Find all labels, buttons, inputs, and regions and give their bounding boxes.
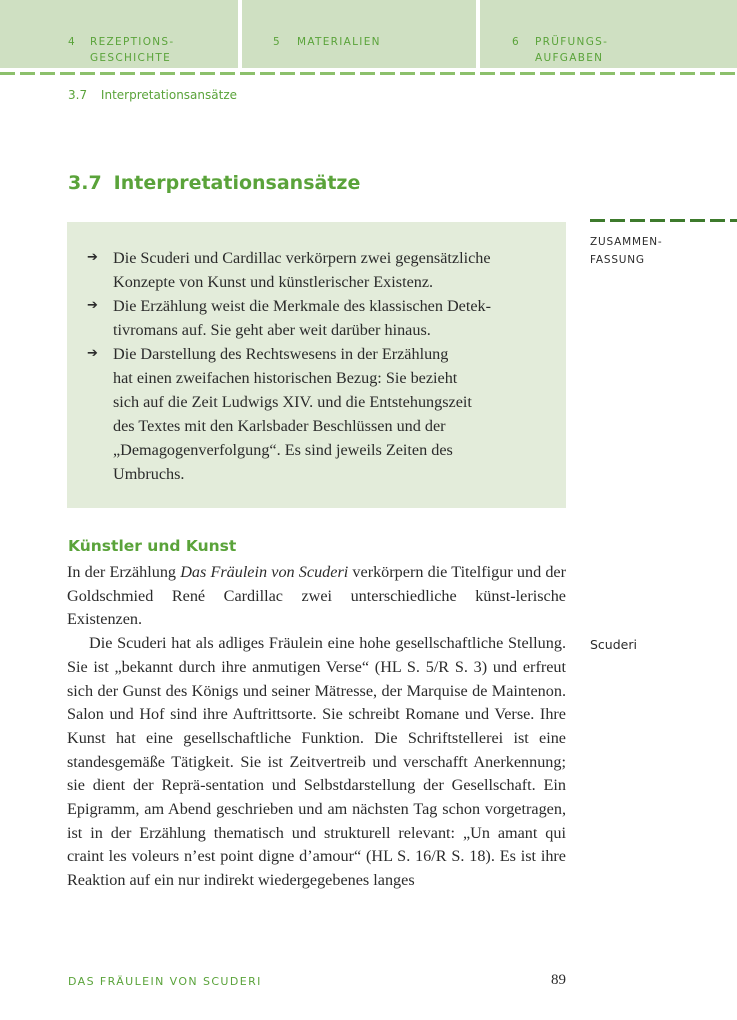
margin-summary-line1: ZUSAMMEN-	[590, 236, 663, 248]
summary-item	[87, 246, 536, 294]
summary-line: Umbruchs.	[113, 465, 185, 483]
arrow-right-icon: ➔	[87, 346, 98, 361]
arrow-right-icon: ➔	[87, 250, 98, 265]
tab-number: 6	[512, 36, 520, 48]
tab-label: MATERIALIEN	[297, 36, 381, 48]
body-p1-start: In der Erzählung	[67, 563, 181, 581]
summary-line: Die Erzählung weist die Merkmale des klassischen Detek-	[113, 297, 492, 315]
summary-item	[87, 294, 536, 342]
summary-line: Konzepte von Kunst und künstlerischer Existenz.	[113, 273, 434, 291]
summary-line: tivromans auf. Sie geht aber weit darüber hinaus.	[113, 321, 431, 339]
section-title-text: Interpretationsansätze	[113, 172, 361, 194]
body-p1-rest: verkörpern die Titelfigur und der Goldschmied René Cardillac zwei unterschiedliche künst-lerische Existenzen.	[67, 563, 566, 629]
body-paragraph: Die Scuderi hat als adliges Fräulein eine hohe gesellschaftliche Stellung. Sie ist „bekannt durch ihre anmutigen Verse“ (HL S. 5/R S. 3) und erfreut sich der Gunst des Königs und seiner Mätresse, der Marquise de Maintenon. Salon und Hof sind ihre Auftrittsorte. Sie schreibt Romane und Verse. Ihre Kunst hat eine gesellschaftliche Funktion. Die Schriftstellerei ist eine standesgemäße Tätigkeit. Sie ist Zeitvertreib und verschafft Anerkennung; sie dient der Reprä-sentation und Selbstdarstellung der Gesellschaft. Ein Epigramm, am Abend geschrieben und am nächsten Tag schon vorgetragen, ist in der Erzählung thematisch und strukturell relevant: „Un amant qui craint les voleurs n’est point digne d’amour“ (HL S. 16/R S. 18). Es ist ihre Reaktion auf ein nur indirekt wiedergegebenes langes	[67, 634, 566, 890]
summary-list	[87, 246, 536, 486]
summary-line: „Demagogenverfolgung“. Es sind jeweils Zeiten des	[113, 441, 453, 459]
tab-label	[535, 34, 608, 66]
tab-number: 4	[68, 36, 76, 48]
summary-item	[87, 342, 536, 486]
tab-label-line2: GESCHICHTE	[90, 52, 172, 64]
header-dashed-divider	[0, 72, 737, 75]
running-head-number: 3.7	[68, 88, 88, 102]
section-number: 3.7	[68, 172, 102, 194]
margin-dashed-divider	[590, 219, 737, 222]
summary-line: Die Darstellung des Rechtswesens in der Erzählung	[113, 345, 449, 363]
summary-line: des Textes mit den Karlsbader Beschlüssen und der	[113, 417, 446, 435]
margin-summary-line2: FASSUNG	[590, 254, 645, 266]
summary-line: sich auf die Zeit Ludwigs XIV. und die Entstehungszeit	[113, 393, 472, 411]
margin-label-summary	[590, 233, 730, 269]
nav-tab-pruefungsaufgaben[interactable]	[480, 0, 737, 68]
nav-tab-rezeptionsgeschichte[interactable]	[0, 0, 238, 68]
running-head	[68, 88, 237, 102]
body-text	[67, 561, 566, 893]
tab-label	[90, 34, 174, 66]
section-title	[68, 172, 360, 194]
book-title-italic: Das Fräulein von Scuderi	[180, 563, 349, 581]
tab-label-line1: REZEPTIONS-	[90, 36, 175, 48]
tab-number: 5	[273, 36, 281, 48]
summary-line: hat einen zweifachen historischen Bezug: Sie bezieht	[113, 369, 458, 387]
subheading-kuenstler-und-kunst: Künstler und Kunst	[68, 537, 237, 555]
tab-label-line2: AUFGABEN	[535, 52, 604, 64]
tab-label-line1: PRÜFUNGS-	[535, 36, 609, 48]
page-number: 89	[551, 972, 566, 988]
footer-book-title: DAS FRÄULEIN VON SCUDERI	[68, 975, 262, 988]
summary-box	[67, 222, 566, 508]
summary-line: Die Scuderi und Cardillac verkörpern zwei gegensätzliche	[113, 249, 491, 267]
nav-tab-materialien[interactable]	[242, 0, 476, 68]
running-head-title: Interpretationsansätze	[100, 88, 238, 102]
arrow-right-icon: ➔	[87, 298, 98, 313]
margin-label-scuderi: Scuderi	[590, 637, 637, 652]
body-paragraph	[67, 561, 566, 632]
